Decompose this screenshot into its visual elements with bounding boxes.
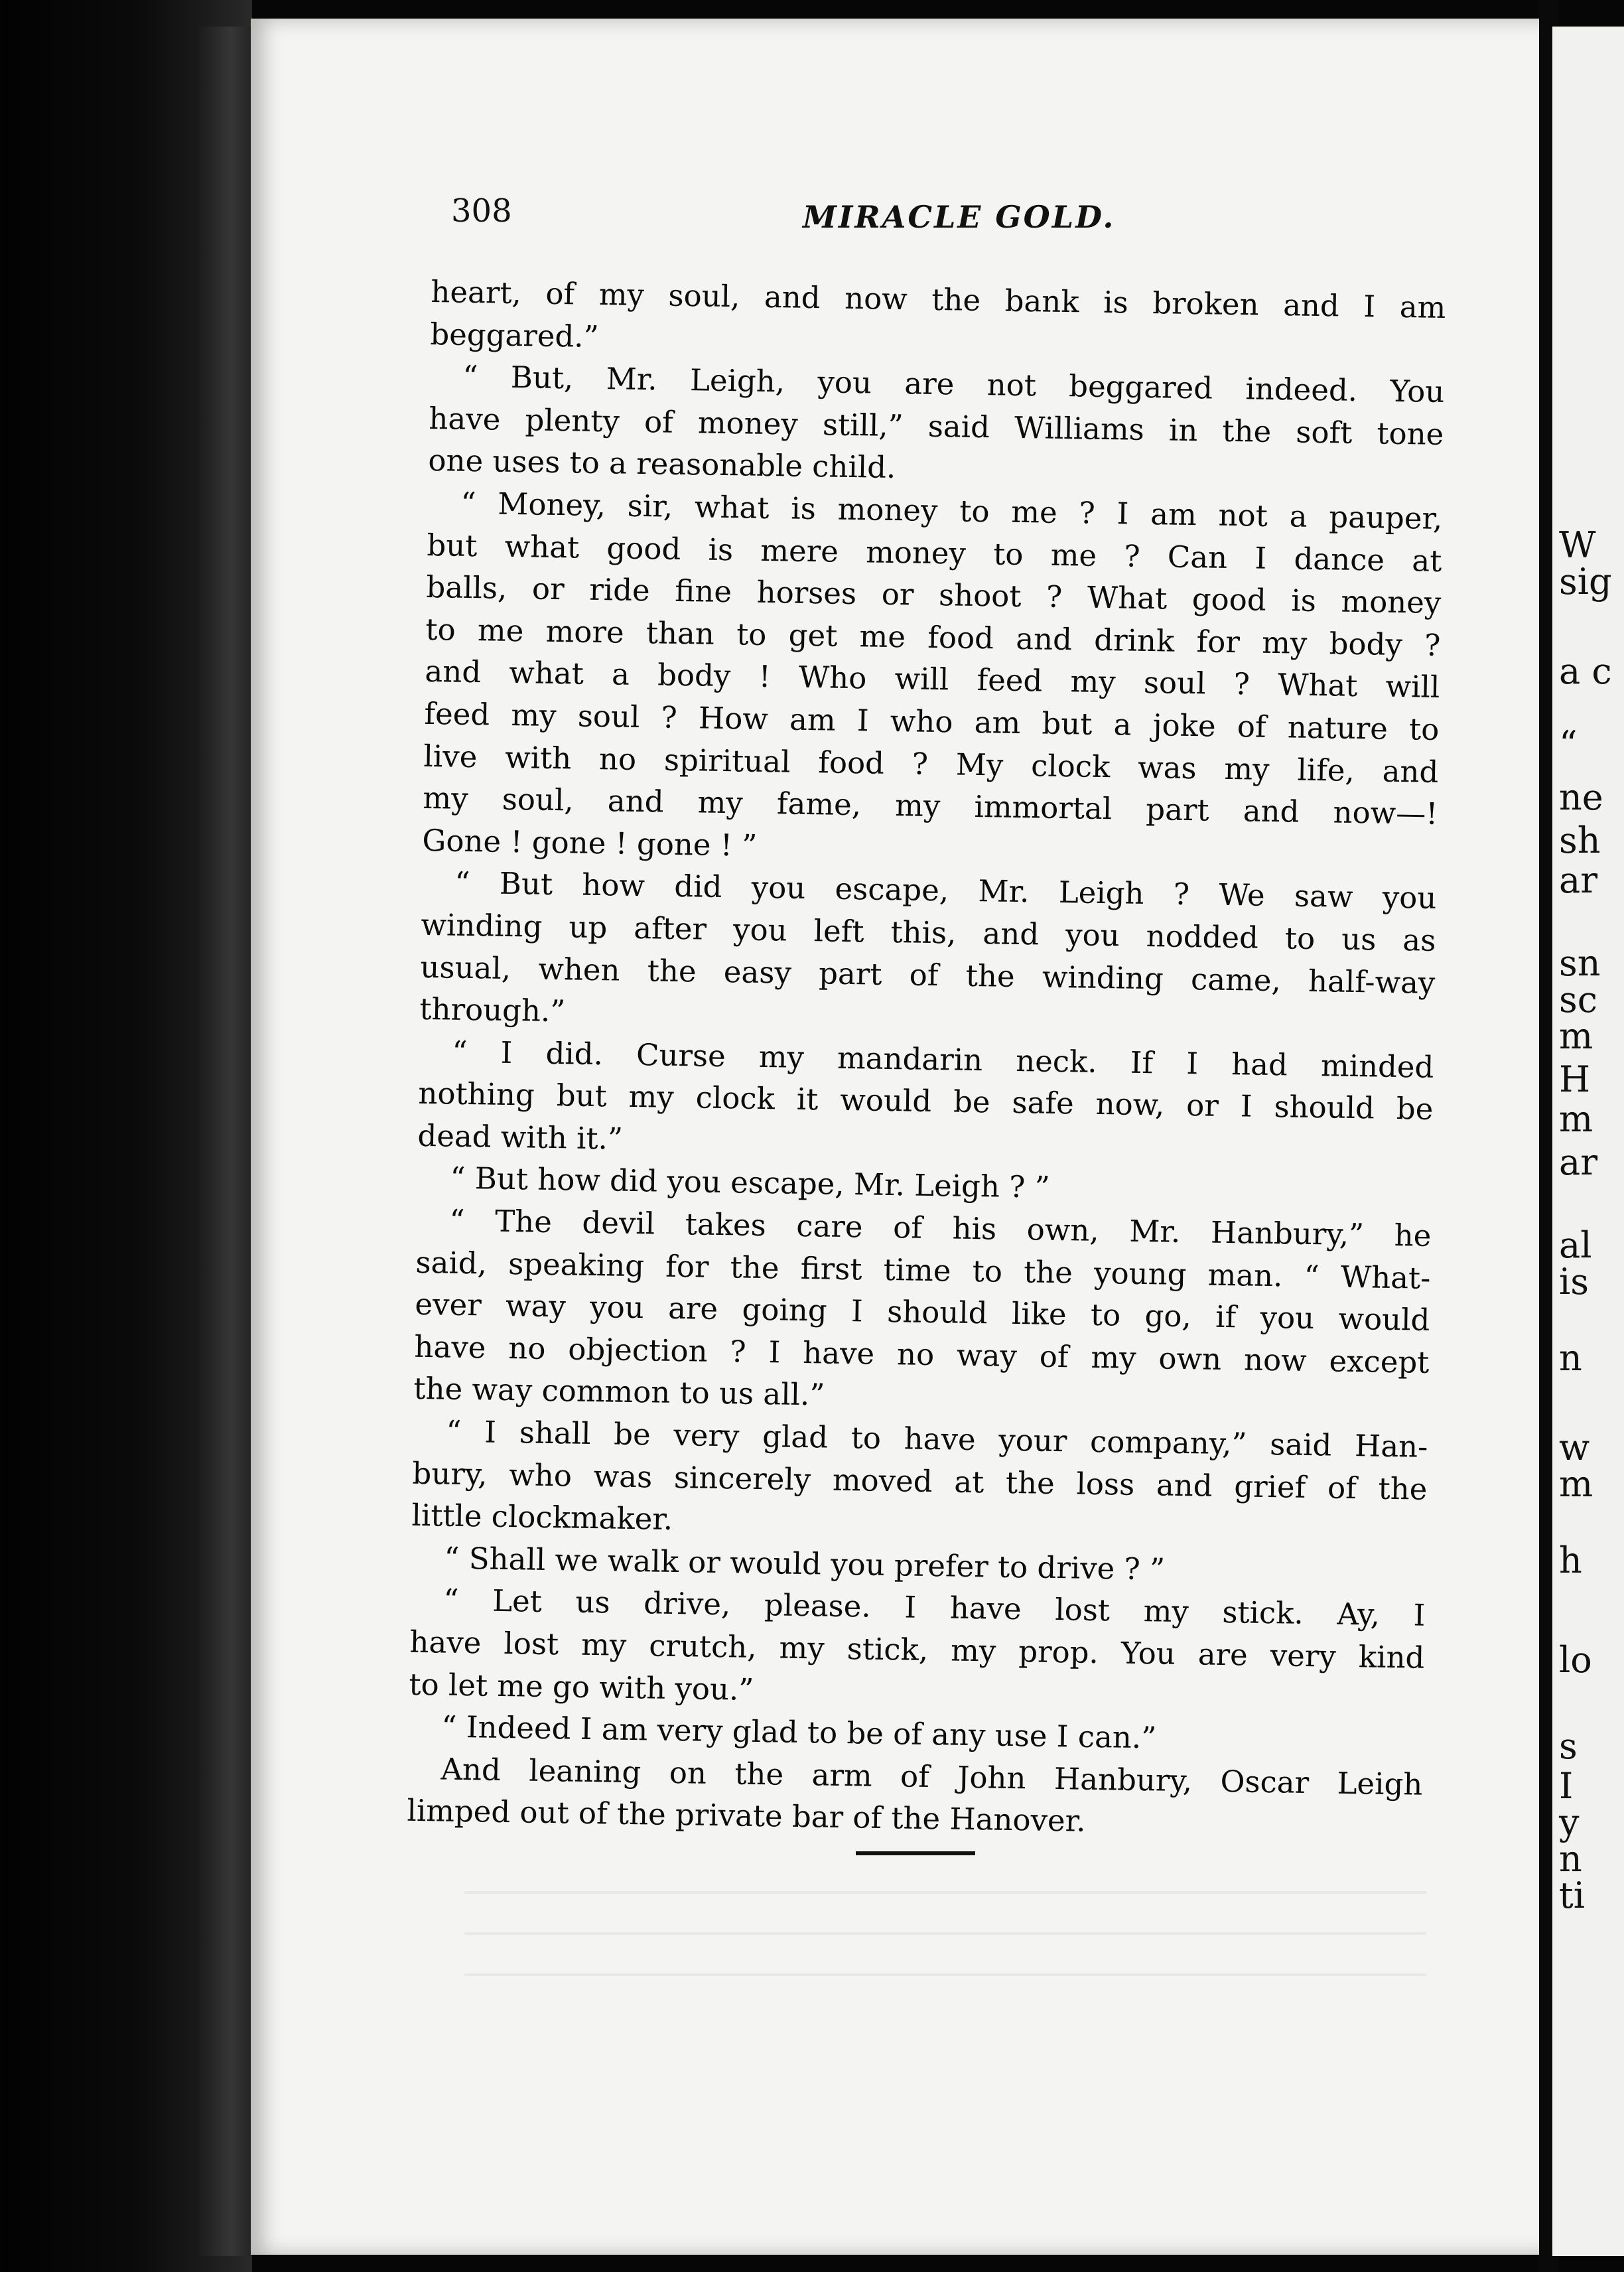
text-line: “ But how did you escape, Mr. Leigh ? ” bbox=[450, 1161, 1051, 1206]
page-number: 308 bbox=[451, 192, 512, 230]
next-page-sliver bbox=[1552, 27, 1624, 2256]
next-page-fragment: H bbox=[1559, 1058, 1591, 1100]
text-line: “ Indeed I am very glad to be of any use I can.” bbox=[441, 1709, 1157, 1756]
text-line: “ Let us drive, please. I have lost my stick. Ay, I bbox=[443, 1582, 1426, 1634]
text-line: “ But how did you escape, Mr. Leigh ? We saw you bbox=[454, 865, 1437, 916]
next-page-fragment: y bbox=[1559, 1802, 1580, 1843]
text-line: “ I shall be very glad to have your company,” said Han- bbox=[446, 1413, 1428, 1464]
text-line: but what good is mere money to me ? Can I dance at bbox=[427, 527, 1442, 579]
body-text bbox=[407, 271, 1446, 1848]
text-line: the way common to us all.” bbox=[413, 1371, 825, 1413]
next-page-fragment: h bbox=[1559, 1539, 1582, 1581]
text-line: bury, who was sincerely moved at the loss and grief of the bbox=[412, 1455, 1428, 1507]
next-page-fragment: sig bbox=[1559, 561, 1612, 603]
text-line: heart, of my soul, and now the bank is broken and I am bbox=[431, 273, 1446, 326]
next-page-fragment: al bbox=[1559, 1224, 1592, 1266]
text-line: said, speaking for the first time to the young man. “ What- bbox=[415, 1244, 1431, 1296]
text-line: have plenty of money still,” said Williams in the soft tone bbox=[429, 400, 1444, 452]
next-page-fragment: ne bbox=[1559, 776, 1603, 818]
next-page-fragment: m bbox=[1559, 1015, 1593, 1057]
text-line: “ Shall we walk or would you prefer to drive ? ” bbox=[444, 1540, 1166, 1587]
next-page-fragment: I bbox=[1559, 1765, 1574, 1807]
text-line: “ I did. Curse my mandarin neck. If I had minded bbox=[452, 1034, 1434, 1085]
text-line: And leaning on the arm of John Hanbury, Oscar Leigh bbox=[440, 1751, 1423, 1802]
text-line: live with no spiritual food ? My clock was my life, and bbox=[423, 738, 1439, 790]
text-line: to let me go with you.” bbox=[409, 1666, 754, 1707]
next-page-fragment: ti bbox=[1559, 1875, 1585, 1916]
text-line: nothing but my clock it would be safe now, or I should be bbox=[418, 1076, 1434, 1127]
text-line: my soul, and my fame, my immortal part and now—! bbox=[423, 780, 1438, 832]
next-page-fragment: n bbox=[1559, 1337, 1582, 1379]
next-page-fragment: n bbox=[1559, 1838, 1582, 1880]
text-line: have no objection ? I have no way of my own now except bbox=[414, 1328, 1430, 1380]
text-line: usual, when the easy part of the winding came, half-way bbox=[420, 949, 1436, 1001]
next-page-fragment: sh bbox=[1559, 819, 1601, 861]
binding-strip bbox=[199, 27, 252, 2256]
next-page-fragment: ar bbox=[1559, 1141, 1598, 1183]
text-line: “ The devil takes care of his own, Mr. Hanbury,” he bbox=[449, 1202, 1432, 1253]
next-page-fragment: sc bbox=[1559, 979, 1597, 1021]
next-page-fragment: m bbox=[1559, 1098, 1593, 1140]
next-page-fragment: s bbox=[1559, 1725, 1578, 1767]
next-page-fragment: W bbox=[1559, 524, 1596, 566]
text-line: and what a body ! Who will feed my soul ? What will bbox=[425, 654, 1440, 705]
next-page-fragment: ar bbox=[1559, 859, 1598, 901]
section-end-rule bbox=[856, 1851, 975, 1855]
text-line: have lost my crutch, my stick, my prop. You are very kind bbox=[409, 1624, 1425, 1675]
text-line: beggared.” bbox=[430, 316, 600, 354]
text-line: dead with it.” bbox=[417, 1117, 624, 1157]
text-line: “ But, Mr. Leigh, you are not beggared indeed. You bbox=[462, 358, 1445, 410]
text-line: balls, or ride fine horses or shoot ? What good is money bbox=[426, 569, 1442, 621]
text-line: Gone ! gone ! gone ! ” bbox=[422, 822, 758, 863]
next-page-fragment: w bbox=[1559, 1427, 1590, 1468]
text-line: feed my soul ? How am I who am but a joke of nature to bbox=[424, 695, 1440, 747]
next-page-fragment: lo bbox=[1559, 1639, 1592, 1681]
text-line: to me more than to get me food and drink for my body ? bbox=[425, 611, 1441, 663]
next-page-fragment: sn bbox=[1559, 942, 1601, 984]
text-line: ever way you are going I should like to go, if you would bbox=[415, 1287, 1430, 1338]
show-through-marks bbox=[464, 1891, 1426, 2011]
text-line: little clockmaker. bbox=[411, 1497, 673, 1537]
text-line: one uses to a reasonable child. bbox=[428, 443, 896, 486]
text-line: winding up after you left this, and you nodded to us as bbox=[421, 906, 1436, 958]
next-page-fragment: m bbox=[1559, 1463, 1593, 1505]
next-page-fragment: a c bbox=[1559, 650, 1612, 692]
text-line: limped out of the private bar of the Hanover. bbox=[407, 1793, 1086, 1839]
text-line: “ Money, sir, what is money to me ? I am not a pauper, bbox=[460, 485, 1443, 536]
next-page-fragment: “ bbox=[1559, 723, 1578, 765]
running-head-title: MIRACLE GOLD. bbox=[803, 199, 1116, 235]
next-page-fragment: is bbox=[1559, 1261, 1589, 1303]
text-line: through.” bbox=[419, 991, 566, 1029]
